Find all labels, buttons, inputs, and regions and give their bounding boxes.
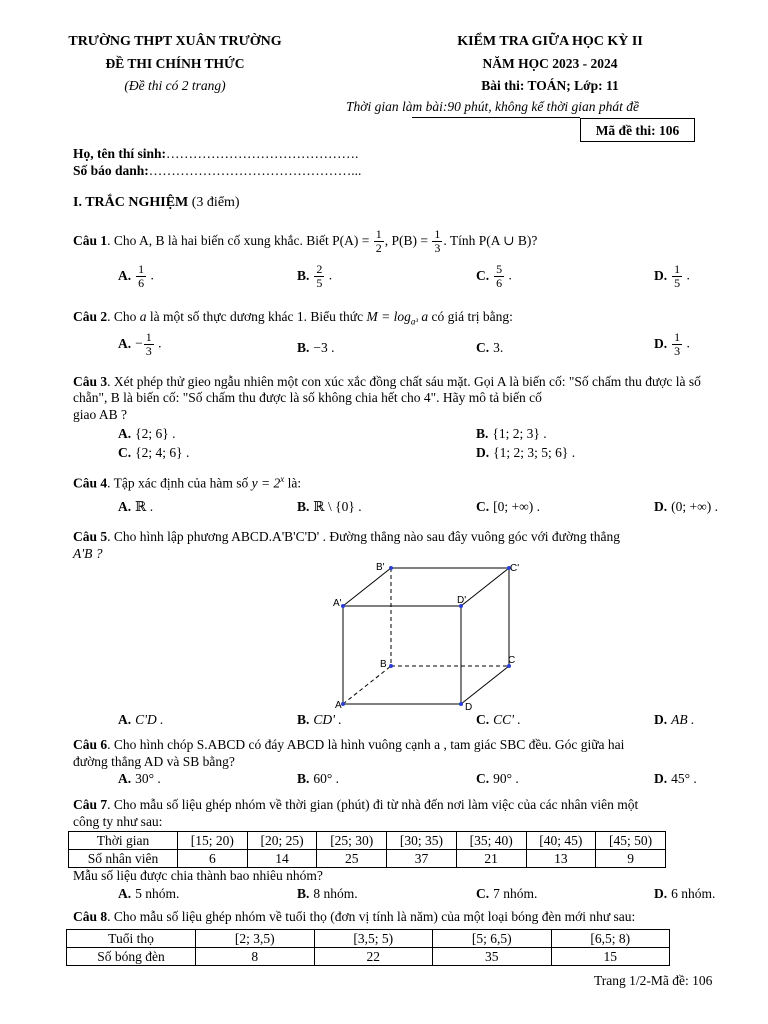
q3-c-text: {2; 4; 6} . <box>135 445 190 460</box>
q4-a-text: ℝ . <box>135 499 154 514</box>
q1-d-letter: D. <box>654 267 668 283</box>
q7-count: 13 <box>526 850 596 868</box>
q8-count: 35 <box>433 948 552 966</box>
q5-label: Câu 5 <box>73 529 108 544</box>
q7-option-a[interactable] <box>118 886 179 902</box>
q4-option-b[interactable] <box>297 499 362 515</box>
q6-b-letter: B. <box>297 771 310 786</box>
label-a1: A' <box>333 598 342 609</box>
q7-option-b[interactable] <box>297 886 358 902</box>
q7-interval: [45; 50) <box>596 832 666 850</box>
q3-option-b[interactable] <box>476 426 547 442</box>
q7-interval: [20; 25) <box>247 832 317 850</box>
q5-d-letter: D. <box>654 712 668 727</box>
q8-table-row-intervals <box>67 930 670 948</box>
q3-a-letter: A. <box>118 426 132 441</box>
q5-text: . Cho hình lập phương ABCD.A'B'C'D' . Đường thẳng nào sau đây vuông góc với đường thẳng <box>107 529 620 544</box>
vertex-a1 <box>341 604 345 608</box>
q2-b-letter: B. <box>297 340 310 355</box>
q5-option-c[interactable] <box>476 712 521 728</box>
q7-interval: [35; 40) <box>456 832 526 850</box>
label-d: D <box>465 702 473 713</box>
q5-a-letter: A. <box>118 712 132 727</box>
q2-text-c: có giá trị bằng: <box>428 309 513 324</box>
q2-var: a <box>139 309 147 324</box>
q4-d-text: (0; +∞) . <box>671 499 718 514</box>
q8-table <box>66 929 670 966</box>
question-1 <box>73 226 537 256</box>
q3-b-text: {1; 2; 3} . <box>492 426 547 441</box>
q2-text-a: . Cho <box>107 309 140 324</box>
q3-text2: giao AB ? <box>73 407 127 422</box>
q6-a-letter: A. <box>118 771 132 786</box>
q1-option-d[interactable]: D. $\frac{1}{5}$ . <box>654 262 690 290</box>
q7-b-text: 8 nhóm. <box>313 886 358 901</box>
label-c: C <box>508 655 516 666</box>
q1-d-frac: $\frac{1}{5}$ <box>674 262 681 290</box>
edge-d1-c1 <box>461 568 509 606</box>
q7-interval: [30; 35) <box>387 832 457 850</box>
q4-c-letter: C. <box>476 499 490 514</box>
q1-pa: P(A) = <box>332 233 373 248</box>
q7-table-row-intervals <box>69 832 666 850</box>
official-label: ĐỀ THI CHÍNH THỨC <box>105 56 245 71</box>
q1-b-letter: B. <box>297 267 310 283</box>
q6-option-c[interactable] <box>476 771 519 787</box>
q6-label: Câu 6 <box>73 737 108 752</box>
candidate-name-line <box>73 146 358 162</box>
q4-func: y = 2 <box>251 475 281 491</box>
question-7 <box>73 797 743 813</box>
section-title: I. TRẮC NGHIỆM <box>73 195 189 210</box>
q8-head-life: Tuổi thọ <box>67 930 196 948</box>
q1-ask: P(A ∪ B) <box>478 233 532 248</box>
q4-a-letter: A. <box>118 499 132 514</box>
vertex-b1 <box>389 566 393 570</box>
q3-option-d[interactable] <box>476 445 575 461</box>
q6-option-b[interactable] <box>297 771 339 787</box>
q2-d-letter: D. <box>654 335 668 351</box>
school-year: NĂM HỌC 2023 - 2024 <box>482 56 618 71</box>
q1-pa-frac: $\frac{1}{2}$ <box>375 227 382 256</box>
q8-label: Câu 8 <box>73 909 108 924</box>
q7-a-text: 5 nhóm. <box>135 886 180 901</box>
q7-c-letter: C. <box>476 886 490 901</box>
question-2 <box>73 309 513 327</box>
q1-pb: , P(B) = <box>384 233 432 248</box>
label-a: A <box>335 700 342 711</box>
q1-b-frac: $\frac{2}{5}$ <box>316 262 323 290</box>
q4-option-c[interactable] <box>476 499 540 515</box>
q2-sub: a³ <box>410 316 419 327</box>
q3-c-letter: C. <box>118 445 132 460</box>
q8-count: 22 <box>314 948 433 966</box>
question-3 <box>73 374 733 406</box>
q8-interval: [3,5; 5) <box>314 930 433 948</box>
q4-b-letter: B. <box>297 499 310 514</box>
vertex-b <box>389 664 393 668</box>
candidate-id-line <box>73 163 361 179</box>
page-footer: Trang 1/2-Mã đề: 106 <box>594 973 713 988</box>
section-heading <box>73 195 240 211</box>
q6-b-text: 60° . <box>313 771 340 786</box>
q2-text-b: là một số thực dương khác 1. Biểu thức <box>146 309 367 324</box>
pages-note: (Đề thi có 2 trang) <box>124 78 226 93</box>
q1-qmark: ? <box>531 233 538 248</box>
q8-count: 8 <box>196 948 315 966</box>
q2-expr-end: a <box>418 309 429 324</box>
q2-a-frac: $\frac{1}{3}$ <box>145 330 152 358</box>
q5-a-text: C'D . <box>135 712 164 727</box>
q4-c-text: [0; +∞) . <box>493 499 540 514</box>
candidate-name-label: Họ, tên thí sinh: <box>73 146 167 161</box>
section-points: (3 điểm) <box>191 195 240 210</box>
candidate-name-dots: ……………………………………. <box>166 146 359 161</box>
q7-option-c[interactable] <box>476 886 537 902</box>
q5-option-d[interactable] <box>654 712 694 728</box>
q1-a-frac: $\frac{1}{6}$ <box>138 262 145 290</box>
q7-d-letter: D. <box>654 886 668 901</box>
q3-option-c[interactable] <box>118 445 189 461</box>
q8-interval: [5; 6,5) <box>433 930 552 948</box>
question-8 <box>73 909 753 925</box>
q2-option-b[interactable] <box>297 340 335 356</box>
q6-d-letter: D. <box>654 771 668 786</box>
q3-d-letter: D. <box>476 445 490 460</box>
q8-head-count: Số bóng đèn <box>67 948 196 966</box>
q7-count: 21 <box>456 850 526 868</box>
q1-option-c[interactable]: C. $\frac{5}{6}$ . <box>476 262 512 290</box>
q7-head-time: Thời gian <box>69 832 178 850</box>
q7-followup: Mẫu số liệu được chia thành bao nhiêu nhóm? <box>73 868 323 883</box>
q6-d-text: 45° . <box>671 771 697 786</box>
label-b1: B' <box>376 562 385 573</box>
q2-label: Câu 2 <box>73 309 108 324</box>
q6-option-a[interactable] <box>118 771 161 787</box>
label-d1: D' <box>457 595 467 606</box>
q3-a-text: {2; 6} . <box>135 426 176 441</box>
school-name: TRƯỜNG THPT XUÂN TRƯỜNG <box>68 34 282 49</box>
q3-d-text: {1; 2; 3; 5; 6} . <box>493 445 576 460</box>
q4-option-d[interactable] <box>654 499 718 515</box>
q4-option-a[interactable] <box>118 499 153 515</box>
subject: Bài thi: TOÁN; Lớp: 11 <box>481 78 619 93</box>
q1-option-a[interactable]: A. $\frac{1}{6}$ . <box>118 262 154 290</box>
candidate-id-label: Số báo danh: <box>73 163 149 178</box>
q2-option-a[interactable]: A. − $\frac{1}{3}$ . <box>118 330 162 358</box>
q7-interval: [25; 30) <box>317 832 387 850</box>
q2-option-d[interactable]: D. $\frac{1}{3}$ . <box>654 330 690 358</box>
q4-text: . Tập xác định của hàm số <box>107 475 252 491</box>
label-b: B <box>380 659 387 670</box>
q1-c-letter: C. <box>476 267 490 283</box>
q6-c-text: 90° . <box>493 771 519 786</box>
q6-text: . Cho hình chóp S.ABCD có đáy ABCD là hình vuông cạnh a , tam giác SBC đều. Góc giữa hai <box>107 737 625 752</box>
question-5 <box>73 529 743 545</box>
q1-a-letter: A. <box>118 267 132 283</box>
exam-code-box: Mã đề thi: 106 <box>580 118 695 142</box>
candidate-id-dots: ………………………………………... <box>148 163 362 178</box>
q7-count: 37 <box>387 850 457 868</box>
q7-a-letter: A. <box>118 886 132 901</box>
q1-text: . Cho A, B là hai biến cố xung khắc. Biết <box>107 233 333 248</box>
q2-c-text: 3. <box>493 340 504 355</box>
q1-label: Câu 1 <box>73 233 108 248</box>
q6-a-text: 30° . <box>135 771 161 786</box>
q2-option-c[interactable] <box>476 340 503 356</box>
q5-c-letter: C. <box>476 712 490 727</box>
q5-b-letter: B. <box>297 712 310 727</box>
q7-count: 9 <box>596 850 666 868</box>
edge-a-b <box>343 666 391 704</box>
q7-label: Câu 7 <box>73 797 108 812</box>
q1-option-b[interactable]: B. $\frac{2}{5}$ . <box>297 262 333 290</box>
label-c1: C' <box>510 563 520 574</box>
q8-interval: [6,5; 8) <box>551 930 670 948</box>
q3-label: Câu 3 <box>73 374 108 389</box>
cube-figure <box>326 558 526 716</box>
q8-text: . Cho mẫu số liệu ghép nhóm về tuổi thọ (đơn vị tính là năm) của một loại bóng đèn mới như sau: <box>107 909 636 924</box>
vertex-d <box>459 702 463 706</box>
q6-text2: đường thẳng AD và SB bằng? <box>73 754 235 769</box>
q3-option-a[interactable] <box>118 426 175 442</box>
q7-table-row-counts <box>69 850 666 868</box>
exam-title: KIỂM TRA GIỮA HỌC KỲ II <box>457 34 643 49</box>
q7-option-d[interactable] <box>654 886 715 902</box>
q2-b-text: −3 . <box>313 340 335 355</box>
q7-b-letter: B. <box>297 886 310 901</box>
q8-interval: [2; 3,5) <box>196 930 315 948</box>
q7-text: . Cho mẫu số liệu ghép nhóm về thời gian (phút) đi từ nhà đến nơi làm việc của các nhân viên một <box>107 797 639 812</box>
q2-expr: M = log <box>366 309 411 324</box>
q2-a-letter: A. <box>118 335 132 351</box>
q8-table-row-counts <box>67 948 670 966</box>
q7-count: 25 <box>317 850 387 868</box>
question-6 <box>73 737 743 753</box>
q7-table <box>68 831 666 868</box>
q3-text: . Xét phép thử gieo ngẫu nhiên một con xúc xắc đồng chất sáu mặt. Gọi A là biến cố: "Số chấm thu được là số chẵn", B là biến cố: "Số chấm thu được là số không chia hết cho 4". Hãy mô tả biến cố <box>73 374 701 405</box>
edge-d-c <box>461 666 509 704</box>
q2-a-sign: − <box>135 335 143 351</box>
q8-count: 15 <box>551 948 670 966</box>
q5-option-b[interactable] <box>297 712 342 728</box>
q3-b-letter: B. <box>476 426 489 441</box>
q7-count: 6 <box>178 850 248 868</box>
exam-time: Thời gian làm bài:90 phút, không kể thời gian phát đề <box>346 99 640 114</box>
q7-c-text: 7 nhóm. <box>493 886 538 901</box>
q1-text-b: . Tính <box>443 233 479 248</box>
q4-text-end: là: <box>284 475 302 491</box>
q1-c-frac: $\frac{5}{6}$ <box>496 262 503 290</box>
question-4 <box>73 474 301 492</box>
edge-a1-b1 <box>343 568 391 606</box>
q7-interval: [40; 45) <box>526 832 596 850</box>
q7-text2: công ty như sau: <box>73 814 163 829</box>
q7-count: 14 <box>247 850 317 868</box>
q4-exp: x <box>280 474 285 484</box>
q4-d-letter: D. <box>654 499 668 514</box>
q5-b-text: CD' . <box>313 712 342 727</box>
q7-d-text: 6 nhóm. <box>671 886 716 901</box>
q2-d-frac: $\frac{1}{3}$ <box>674 330 681 358</box>
q7-interval: [15; 20) <box>178 832 248 850</box>
q4-b-text: ℝ \ {0} . <box>313 499 362 514</box>
q1-pb-frac: $\frac{1}{3}$ <box>434 227 441 256</box>
q4-label: Câu 4 <box>73 475 108 491</box>
q5-option-a[interactable] <box>118 712 164 728</box>
q7-head-count: Số nhân viên <box>69 850 178 868</box>
q6-c-letter: C. <box>476 771 490 786</box>
q5-text2: A'B ? <box>73 546 103 561</box>
q2-c-letter: C. <box>476 340 490 355</box>
underline <box>412 117 580 118</box>
q6-option-d[interactable] <box>654 771 697 787</box>
q5-d-text: AB . <box>671 712 695 727</box>
q5-c-text: CC' . <box>493 712 521 727</box>
